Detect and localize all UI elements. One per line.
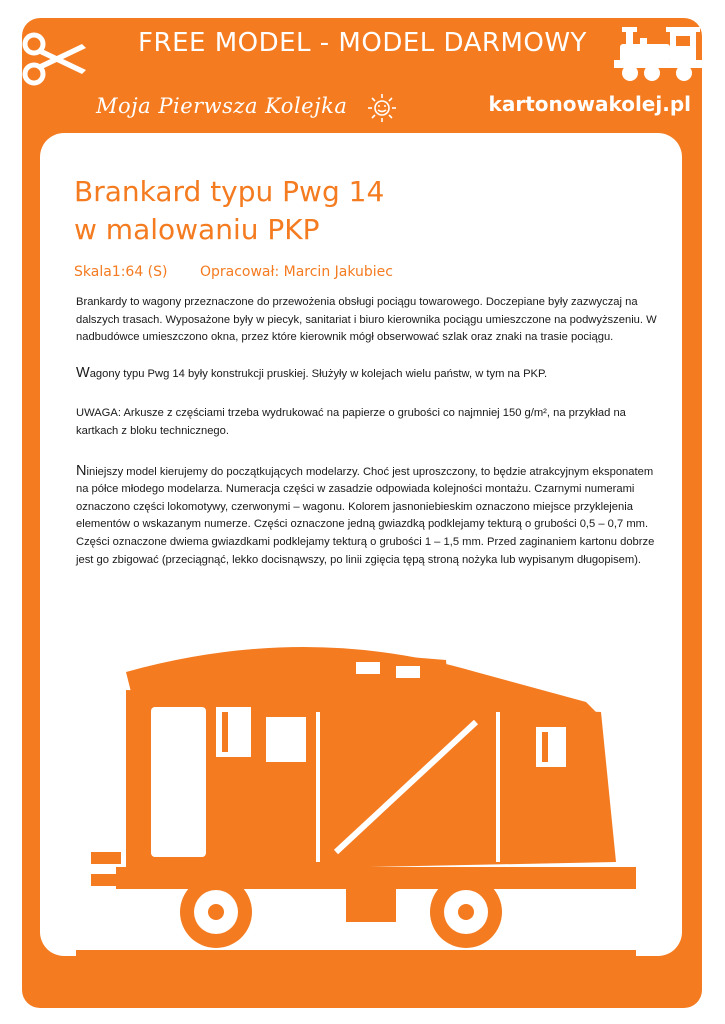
locomotive-icon	[612, 24, 708, 84]
paragraph-intro: Brankardy to wagony przeznaczone do przewożenia obsługi pociągu towarowego. Doczepiane były zazwyczaj na dalszych trasach. Wyposażone były w piecyk, sanitariat i biuro kierownika pociągu umieszczone na podwyższeniu. W nadbudówce umieszczono okna, przez które kierownik mógł obserwować szlak oraz znaki na trasie pociągu.	[76, 296, 657, 344]
model-meta	[74, 264, 421, 280]
wagon-illustration	[56, 612, 652, 1002]
description	[76, 294, 658, 587]
title-line-2: w malowaniu PKP	[74, 213, 320, 246]
paragraph-construction	[76, 365, 658, 384]
header-title: FREE MODEL - MODEL DARMOWY	[138, 28, 587, 58]
warning-label: UWAGA:	[76, 407, 121, 420]
paragraph-warning	[76, 405, 658, 440]
warning-text: Arkusze z częściami trzeba wydrukować na papierze o grubości co najmniej 150 g/m², na przykład na kartkach z bloku technicznego.	[76, 407, 626, 437]
series-subtitle: Moja Pierwsza Kolejka	[96, 94, 348, 118]
drop-letter: W	[76, 364, 90, 381]
title-line-1: Brankard typu Pwg 14	[74, 175, 385, 208]
paragraph-text: agony typu Pwg 14 były konstrukcji pruskiej. Służyły w kolejach wielu państw, w tym na PKP.	[89, 367, 548, 380]
scale-label: Skala1:64 (S)	[74, 264, 168, 280]
paragraph-instructions	[76, 463, 658, 570]
author-label: Opracował: Marcin Jakubiec	[199, 264, 393, 280]
sun-icon	[366, 92, 398, 124]
drop-letter: N	[76, 462, 87, 479]
paragraph-text: iniejszy model kierujemy do początkujących modelarzy. Choć jest uproszczony, to będzie atrakcyjnym eksponatem na półce młodego modelarza. Numeracja części w zasadzie odpowiada kolejności montażu. Czarnymi numerami oznaczono części lokomotywy, czerwonymi – wagonu. Kolorem jasnoniebieskim oznaczono miejsce przyklejenia elementów o wskazanym numerze. Części oznaczone jedną gwiazdką podklejamy tekturą o grubości 0,5 – 0,7 mm. Części oznaczone dwiema gwiazdkami podklejamy tekturą o grubości 1 – 1,5 mm. Przed zaginaniem kartonu dobrze jest go zbigować (przeciągnąć, lekko docisnąwszy, po linii zgięcia tępą stroną nożyka lub wypisanym długopisem).	[76, 465, 655, 566]
page-title	[74, 173, 634, 249]
website-link[interactable]: kartonowakolej.pl	[488, 92, 691, 116]
